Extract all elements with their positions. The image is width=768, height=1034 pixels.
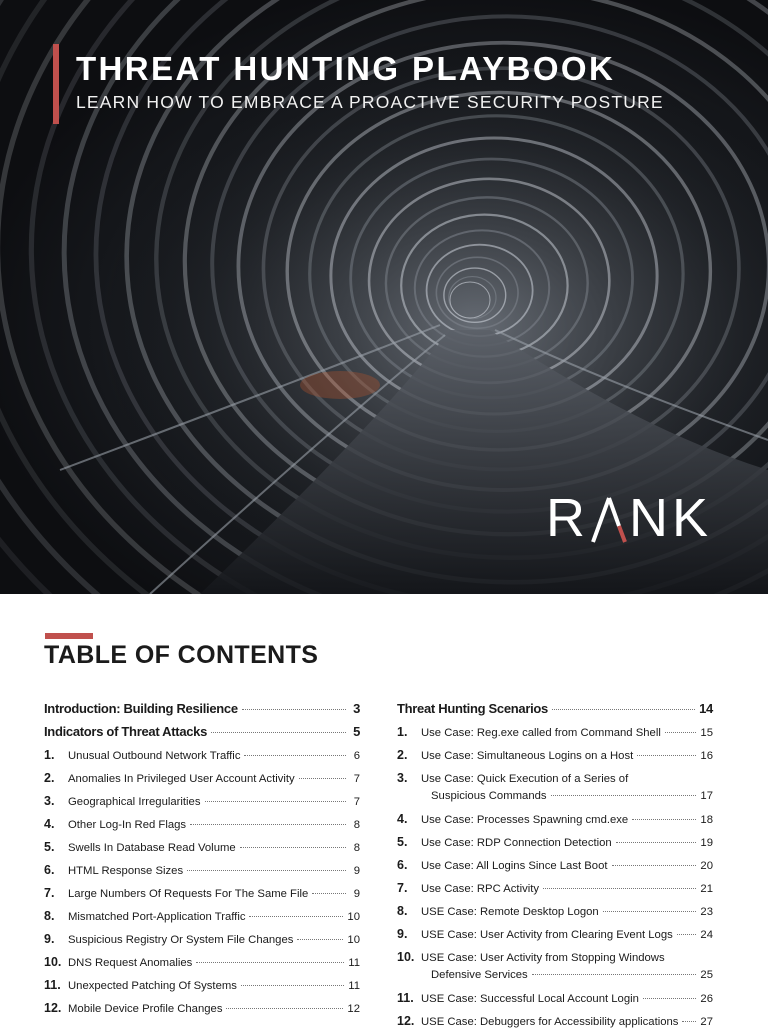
- toc-leader-dots: [532, 974, 697, 975]
- toc-leader-dots: [196, 962, 344, 963]
- toc-leader-dots: [187, 870, 346, 871]
- toc-entry[interactable]: [44, 906, 360, 929]
- toc-entry-label: Use Case: RPC Activity: [421, 883, 540, 895]
- toc-right-column: [397, 699, 713, 1034]
- toc-page-number: 15: [700, 727, 713, 739]
- toc-page-number: 12: [347, 1003, 360, 1015]
- toc-page-number: 9: [353, 888, 360, 900]
- toc-entry-continuation[interactable]: [397, 786, 713, 809]
- toc-page-number: 7: [353, 773, 360, 785]
- toc-entry-label: Introduction: Building Resilience: [44, 701, 238, 716]
- toc-entry-number: 8.: [44, 909, 55, 923]
- toc-entry-number: 12.: [44, 1001, 62, 1015]
- toc-leader-dots: [551, 795, 697, 796]
- toc-entry-number: 4.: [44, 817, 55, 831]
- toc-leader-dots: [241, 985, 344, 986]
- toc-page-number: 14: [699, 701, 713, 716]
- toc-entry-label: Use Case: Quick Execution of a Series of: [421, 773, 629, 785]
- toc-leader-dots: [190, 824, 346, 825]
- toc-left-column: [44, 699, 360, 1021]
- toc-entry[interactable]: [44, 837, 360, 860]
- toc-leader-dots: [632, 819, 696, 820]
- toc-page-number: 26: [700, 993, 713, 1005]
- toc-entry-label: Suspicious Commands: [431, 790, 547, 802]
- toc-entry-number: 3.: [44, 794, 55, 808]
- toc-leader-dots: [211, 732, 346, 733]
- toc-page-number: 17: [700, 790, 713, 802]
- tunnel-warm-light: [300, 371, 380, 399]
- toc-page-number: 21: [700, 883, 713, 895]
- toc-entry-number: 7.: [44, 886, 55, 900]
- toc-entry-number: 4.: [397, 812, 408, 826]
- toc-entry-number: 2.: [44, 771, 55, 785]
- toc-accent-bar: [45, 633, 93, 639]
- toc-entry-label: USE Case: Remote Desktop Logon: [421, 906, 599, 918]
- toc-entry[interactable]: [397, 901, 713, 924]
- toc-entry-number: 9.: [44, 932, 55, 946]
- toc-leader-dots: [297, 939, 343, 940]
- toc-entry[interactable]: [397, 768, 713, 786]
- toc-entry[interactable]: [397, 722, 713, 745]
- toc-entry-label: Indicators of Threat Attacks: [44, 724, 208, 739]
- toc-entry-label: Geographical Irregularities: [68, 796, 201, 808]
- toc-page-number: 25: [700, 969, 713, 981]
- toc-entry[interactable]: [397, 1011, 713, 1034]
- cover-subtitle: LEARN HOW TO EMBRACE A PROACTIVE SECURITY POSTURE: [76, 92, 664, 112]
- toc-entry-continuation[interactable]: [397, 965, 713, 988]
- toc-leader-dots: [249, 916, 343, 917]
- toc-entry-number: 5.: [44, 840, 55, 854]
- toc-page-number: 19: [700, 837, 713, 849]
- toc-entry[interactable]: [44, 929, 360, 952]
- toc-page-number: 9: [353, 865, 360, 877]
- toc-entry[interactable]: [397, 988, 713, 1011]
- toc-leader-dots: [552, 709, 695, 710]
- toc-entry-label: Swells In Database Read Volume: [68, 842, 236, 854]
- toc-page-number: 23: [700, 906, 713, 918]
- toc-entry-label: Suspicious Registry Or System File Changes: [68, 934, 294, 946]
- toc-entry[interactable]: [397, 855, 713, 878]
- toc-leader-dots: [244, 755, 346, 756]
- toc-entry-number: 6.: [397, 858, 408, 872]
- toc-page-number: 8: [353, 819, 360, 831]
- toc-entry-number: 7.: [397, 881, 408, 895]
- cover-title: THREAT HUNTING PLAYBOOK: [76, 50, 616, 87]
- toc-page-number: 6: [353, 750, 360, 762]
- toc-entry-number: 6.: [44, 863, 55, 877]
- toc-entry-number: 10.: [397, 950, 415, 964]
- toc-entry-label: Use Case: Reg.exe called from Command Shell: [421, 727, 661, 739]
- toc-entry-label: Use Case: RDP Connection Detection: [421, 837, 612, 849]
- toc-entry[interactable]: [44, 952, 360, 975]
- toc-section-entry[interactable]: [44, 722, 360, 745]
- toc-page-number: 11: [348, 957, 360, 969]
- toc-leader-dots: [205, 801, 347, 802]
- toc-page-number: 7: [353, 796, 360, 808]
- toc-entry-label: Use Case: Simultaneous Logins on a Host: [421, 750, 634, 762]
- title-accent-bar: [53, 44, 59, 124]
- toc-page-number: 8: [353, 842, 360, 854]
- toc-entry-label: Threat Hunting Scenarios: [397, 701, 548, 716]
- toc-entry-label: Anomalies In Privileged User Account Activity: [68, 773, 295, 785]
- toc-entry-label: USE Case: Successful Local Account Login: [421, 993, 639, 1005]
- toc-page-number: 27: [700, 1016, 713, 1028]
- toc-entry-number: 8.: [397, 904, 408, 918]
- toc-entry[interactable]: [44, 860, 360, 883]
- toc-page-number: 5: [353, 724, 360, 739]
- toc-leader-dots: [616, 842, 697, 843]
- toc-entry-label: Mobile Device Profile Changes: [68, 1003, 223, 1015]
- toc-entry-number: 10.: [44, 955, 62, 969]
- toc-entry-label: HTML Response Sizes: [68, 865, 184, 877]
- toc-entry[interactable]: [44, 791, 360, 814]
- toc-entry[interactable]: [397, 878, 713, 901]
- toc-leader-dots: [643, 998, 697, 999]
- toc-entry-number: 1.: [44, 748, 55, 762]
- toc-leader-dots: [240, 847, 346, 848]
- toc-entry[interactable]: [397, 832, 713, 855]
- toc-entry[interactable]: [397, 745, 713, 768]
- toc-entry[interactable]: [44, 975, 360, 998]
- toc-page-number: 18: [700, 814, 713, 826]
- toc-entry-number: 1.: [397, 725, 408, 739]
- toc-leader-dots: [603, 911, 697, 912]
- toc-entry[interactable]: [44, 745, 360, 768]
- toc-leader-dots: [612, 865, 697, 866]
- toc-entry[interactable]: [397, 947, 713, 965]
- toc-entry[interactable]: [397, 809, 713, 832]
- logo-letters-nk: NK: [629, 488, 713, 548]
- toc-entry[interactable]: [44, 998, 360, 1021]
- toc-entry-number: 2.: [397, 748, 408, 762]
- toc-leader-dots: [677, 934, 697, 935]
- toc-leader-dots: [665, 732, 697, 733]
- toc-entry-label: Large Numbers Of Requests For The Same File: [68, 888, 309, 900]
- toc-entry-number: 5.: [397, 835, 408, 849]
- toc-leader-dots: [242, 709, 346, 710]
- toc-page-number: 11: [348, 980, 360, 992]
- toc-entry-label: DNS Request Anomalies: [68, 957, 193, 969]
- toc-entry[interactable]: [44, 883, 360, 906]
- logo-a-mark: [589, 490, 629, 546]
- toc-entry-label: Use Case: All Logins Since Last Boot: [421, 860, 608, 872]
- toc-page-number: 20: [700, 860, 713, 872]
- toc-entry-number: 3.: [397, 771, 408, 785]
- toc-leader-dots: [637, 755, 696, 756]
- toc-entry-number: 9.: [397, 927, 408, 941]
- toc-page-number: 3: [353, 701, 360, 716]
- toc-page-number: 24: [700, 929, 713, 941]
- toc-section-entry[interactable]: [44, 699, 360, 722]
- toc-entry[interactable]: [44, 814, 360, 837]
- toc-entry-label: Use Case: Processes Spawning cmd.exe: [421, 814, 629, 826]
- toc-leader-dots: [543, 888, 696, 889]
- toc-page-number: 16: [700, 750, 713, 762]
- toc-page-number: 10: [347, 934, 360, 946]
- toc-page-number: 10: [347, 911, 360, 923]
- toc-entry[interactable]: [44, 768, 360, 791]
- toc-entry-number: 11.: [44, 978, 61, 992]
- toc-entry-label: USE Case: User Activity from Clearing Event Logs: [421, 929, 673, 941]
- toc-entry-label: Unusual Outbound Network Traffic: [68, 750, 241, 762]
- toc-entry[interactable]: [397, 924, 713, 947]
- toc-leader-dots: [682, 1021, 696, 1022]
- toc-leader-dots: [312, 893, 346, 894]
- rank-logo: [546, 490, 712, 546]
- toc-entry-label: USE Case: User Activity from Stopping Windows: [421, 952, 665, 964]
- toc-entry-label: Other Log-In Red Flags: [68, 819, 187, 831]
- toc-section-entry[interactable]: [397, 699, 713, 722]
- toc-leader-dots: [226, 1008, 343, 1009]
- toc-leader-dots: [299, 778, 346, 779]
- toc-entry-label: Mismatched Port-Application Traffic: [68, 911, 246, 923]
- toc-heading: TABLE OF CONTENTS: [44, 641, 319, 669]
- toc-entry-label: USE Case: Debuggers for Accessibility applications: [421, 1016, 679, 1028]
- toc-entry-label: Defensive Services: [431, 969, 528, 981]
- toc-entry-label: Unexpected Patching Of Systems: [68, 980, 237, 992]
- toc-entry-number: 12.: [397, 1014, 415, 1028]
- logo-letter-r: R: [546, 488, 589, 548]
- toc-entry-number: 11.: [397, 991, 414, 1005]
